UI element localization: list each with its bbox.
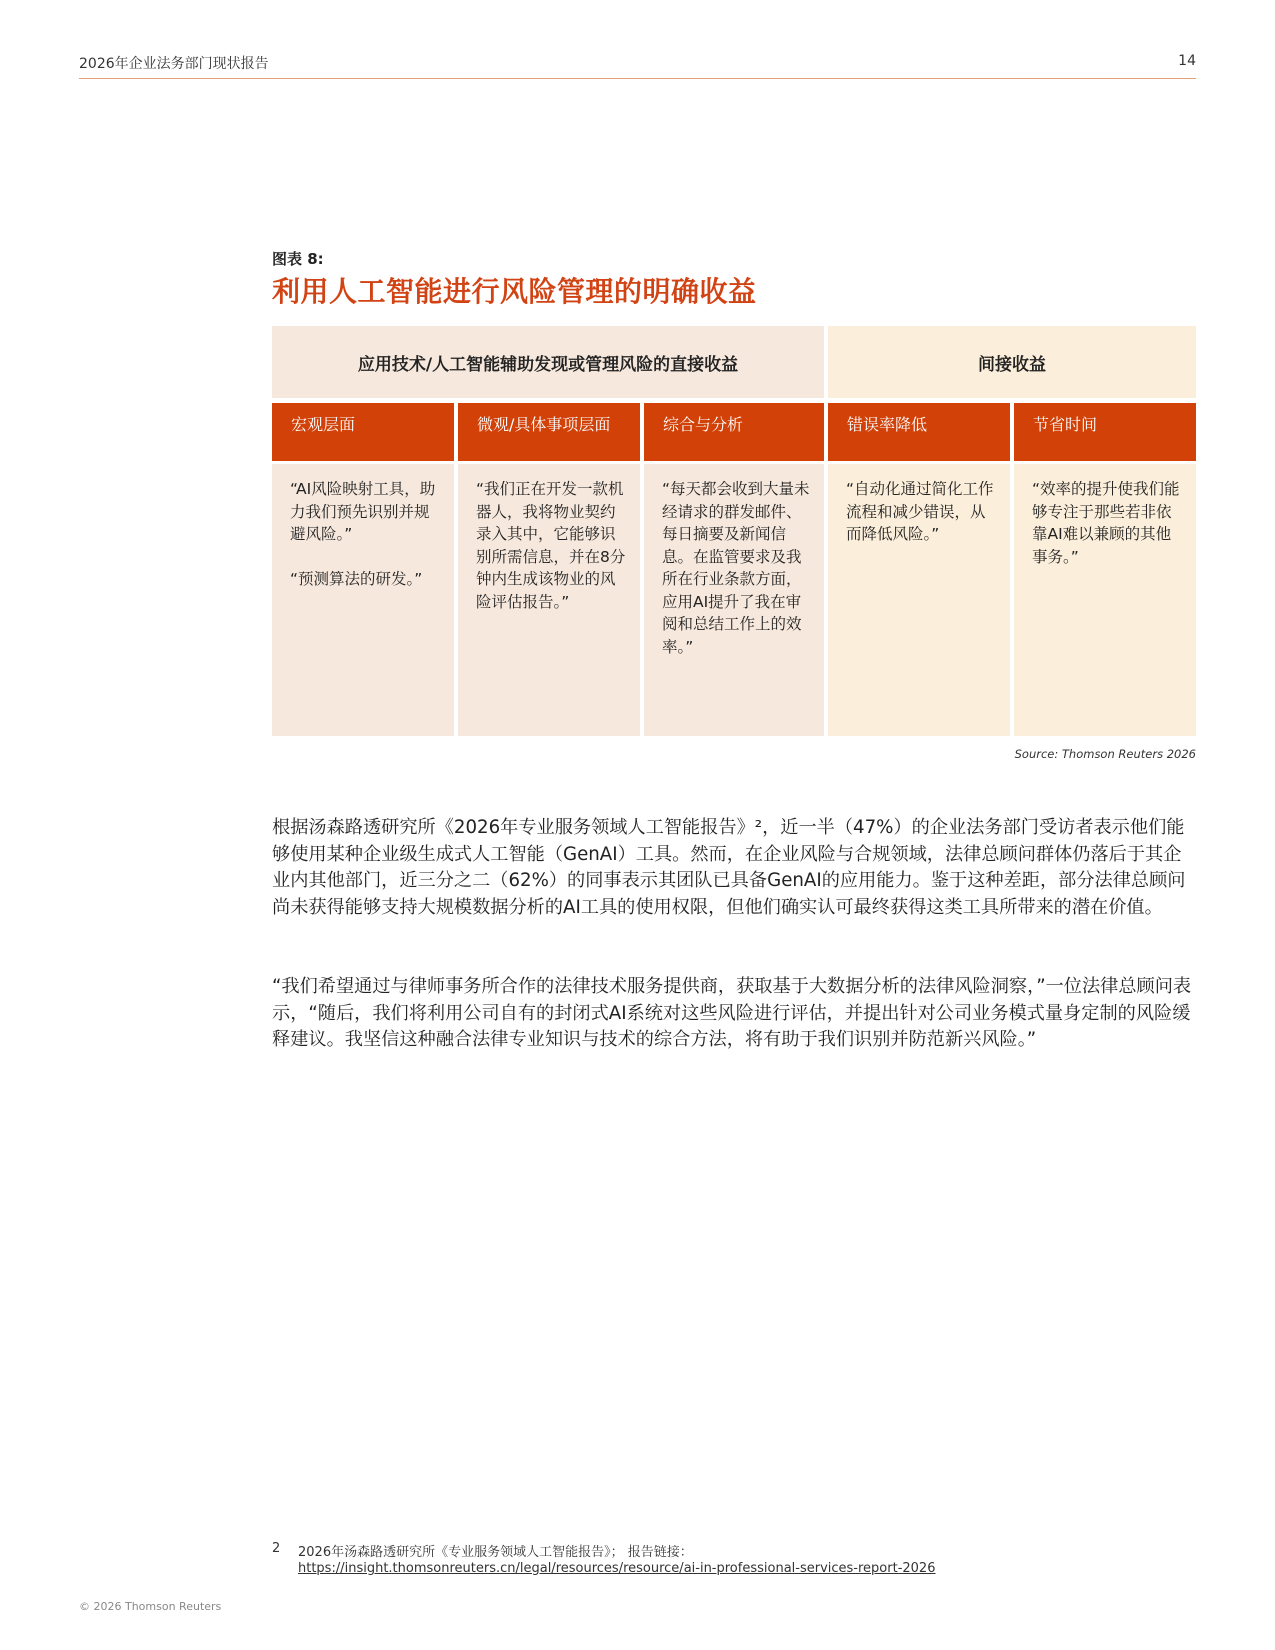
quote-text: “每天都会收到大量未经请求的群发邮件、每日摘要及新闻信息。在监管要求及我所在行业条款方面，应用AI提升了我在审阅和总结工作上的效率。” [662,480,810,656]
table-cell-synthesis [644,464,824,736]
footnote-link[interactable]: https://insight.thomsonreuters.cn/legal/resources/resource/ai-in-professional-services-report-2026 [298,1561,936,1576]
figure-title: 利用人工智能进行风险管理的明确收益 [272,275,757,308]
header-divider [79,78,1196,79]
column-header-time-saving: 节省时间 [1014,403,1196,461]
table-cell-macro [272,464,454,736]
group-header-indirect: 间接收益 [828,326,1196,398]
quote-text: “效率的提升使我们能够专注于那些若非依靠AI难以兼顾的其他事务。” [1032,480,1180,566]
page-number: 14 [1178,53,1196,69]
quote-text: “我们正在开发一款机器人，我将物业契约录入其中，它能够识别所需信息，并在8分钟内生成该物业的风险评估报告。” [476,480,626,611]
column-header-error-reduction: 错误率降低 [828,403,1010,461]
table-cell-error-reduction [828,464,1010,736]
table-cell-time-saving [1014,464,1196,736]
table-cell-micro [458,464,640,736]
quote-text: “自动化通过简化工作流程和减少错误，从而降低风险。” [846,480,994,543]
column-header-micro: 微观/具体事项层面 [458,403,640,461]
figure-source: Source: Thomson Reuters 2026 [1014,747,1196,761]
column-header-macro: 宏观层面 [272,403,454,461]
figure-label: 图表 8: [272,250,324,268]
body-paragraph-2: “我们希望通过与律师事务所合作的法律技术服务提供商，获取基于大数据分析的法律风险洞察，”一位法律总顾问表示，“随后，我们将利用公司自有的封闭式AI系统对这些风险进行评估，并提出针对公司业务模式量身定制的风险缓释建议。我坚信这种融合法律专业知识与技术的综合方法，将有助于我们识别并防范新兴风险。” [272,976,1192,1050]
benefits-table [272,326,1196,736]
copyright-notice: © 2026 Thomson Reuters [79,1600,222,1613]
group-header-direct: 应用技术/人工智能辅助发现或管理风险的直接收益 [272,326,824,398]
body-paragraph-1: 根据汤森路透研究所《2026年专业服务领域人工智能报告》²，近一半（47%）的企业法务部门受访者表示他们能够使用某种企业级生成式人工智能（GenAI）工具。然而，在企业风险与合规领域，法律总顾问群体仍落后于其企业内其他部门，近三分之二（62%）的同事表示其团队已具备GenAI的应用能力。鉴于这种差距，部分法律总顾问尚未获得能够支持大规模数据分析的AI工具的使用权限，但他们确实认可最终获得这类工具所带来的潜在价值。 [272,817,1186,918]
report-title: 2026年企业法务部门现状报告 [79,56,269,72]
quote-text: “预测算法的研发。” [290,569,423,588]
column-header-synthesis: 综合与分析 [644,403,824,461]
footnote-number: 2 [272,1541,281,1556]
footnote-text: 2026年汤森路透研究所《专业服务领域人工智能报告》； 报告链接： [298,1545,693,1560]
quote-text: “AI风险映射工具，助力我们预先识别并规避风险。” [290,480,436,543]
